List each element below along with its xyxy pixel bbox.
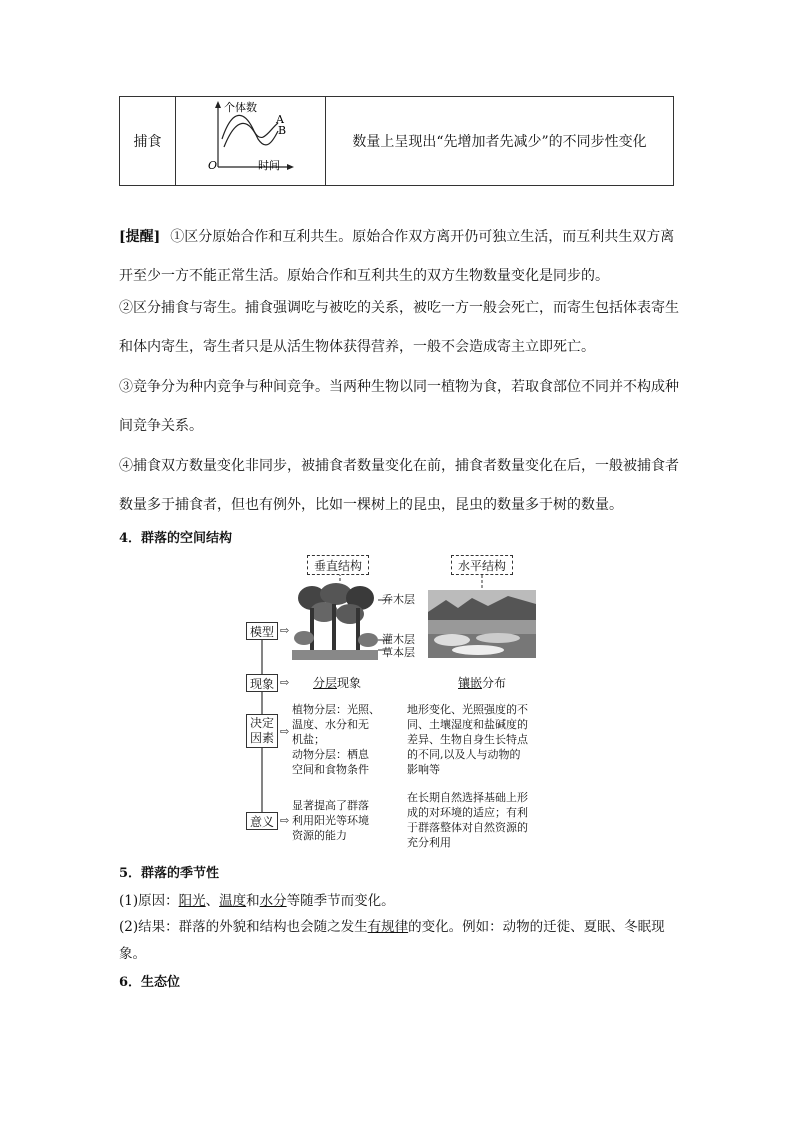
layer-herb-label: 草本层 (382, 646, 415, 659)
tip-paragraph-3: ③竞争分为种内竞争与种间竞争。当两种生物以同一植物为食，若取食部位不同并不构成种间竞争关系。 (119, 379, 679, 434)
row-meaning-box: 意义 (246, 812, 278, 830)
vertical-structure-title: 垂直结构 (307, 555, 369, 575)
vertical-factor-text: 植物分层：光照、 温度、水分和无 机盐； 动物分层：栖息 空间和食物条件 (292, 703, 380, 776)
section5-result-cont: 象。 (119, 946, 146, 962)
arrow-icon: ⇨ (280, 676, 290, 689)
row-model-box: 模型 (246, 622, 278, 640)
layer-shrub-label: 灌木层 (382, 633, 415, 646)
arrow-icon: ⇨ (280, 624, 290, 637)
row-label: 捕食 (133, 134, 162, 150)
graph-x-arrow (287, 164, 294, 170)
vertical-meaning-text: 显著提高了群落 利用阳光等环境 资源的能力 (292, 799, 369, 842)
predation-table (119, 96, 674, 186)
vertical-phenomenon: 分层现象 (313, 676, 362, 690)
predation-description: 数量上呈现出“先增加者先减少”的不同步性变化 (352, 134, 647, 150)
horizontal-meaning-text: 在长期自然选择基础上形 成的对环境的适应；有利 于群落整体对自然资源的 充分利用 (407, 791, 528, 849)
tip-paragraph-2: ②区分捕食与寄生。捕食强调吃与被吃的关系，被吃一方一般会死亡，而寄生包括体表寄生和体内寄生，寄生者只是从活生物体获得营养，一般不会造成寄主立即死亡。 (119, 300, 679, 355)
section6-heading: 6．生态位 (119, 975, 181, 990)
layer-tree-label: 乔木层 (382, 593, 415, 606)
predation-graph (180, 99, 320, 183)
graph-y-arrow (215, 101, 221, 108)
curve-b (224, 123, 278, 147)
graph-ylabel: 个体数 (224, 101, 257, 114)
graph-origin: O (208, 159, 218, 172)
section5-result: (2)结果：群落的外貌和结构也会随之发生有规律的变化。例如：动物的迁徙、夏眠、冬眠现 (119, 919, 665, 935)
section5-heading: 5．群落的季节性 (119, 866, 220, 881)
graph-label-b: B (278, 124, 287, 137)
tip-paragraph-4: ④捕食双方数量变化非同步，被捕食者数量变化在前，捕食者数量变化在后，一般被捕食者数量多于捕食者，但也有例外，比如一棵树上的昆虫，昆虫的数量多于树的数量。 (119, 458, 679, 513)
section4-heading: 4．群落的空间结构 (119, 531, 233, 546)
landscape-mosaic-photo (428, 590, 536, 658)
graph-xlabel: 时间 (258, 159, 280, 172)
horizontal-structure-title: 水平结构 (451, 555, 513, 575)
table-divider (175, 97, 176, 185)
row-factor-box: 决定因素 (246, 714, 278, 748)
horizontal-factor-text: 地形变化、光照强度的不 同、土壤湿度和盐碱度的 差异、生物自身生长特点 的不同,以及人与动物的 影响等 (407, 703, 528, 776)
horizontal-phenomenon: 镶嵌分布 (458, 676, 507, 690)
arrow-icon: ⇨ (280, 814, 290, 827)
tip-paragraph-1 (119, 218, 679, 296)
arrow-icon: ⇨ (280, 725, 290, 738)
row-phenomenon-box: 现象 (246, 674, 278, 692)
graph-label-a: A (276, 113, 284, 126)
forest-layers-illustration (292, 582, 378, 660)
section5-reason: (1)原因：阳光、温度和水分等随季节而变化。 (119, 893, 395, 909)
tip-tag: [提醒] (119, 229, 161, 245)
tip-text-1: ①区分原始合作和互利共生。原始合作双方离开仍可独立生活，而互利共生双方离开至少一方不能正常生活。原始合作和互利共生的双方生物数量变化是同步的。 (119, 229, 675, 284)
